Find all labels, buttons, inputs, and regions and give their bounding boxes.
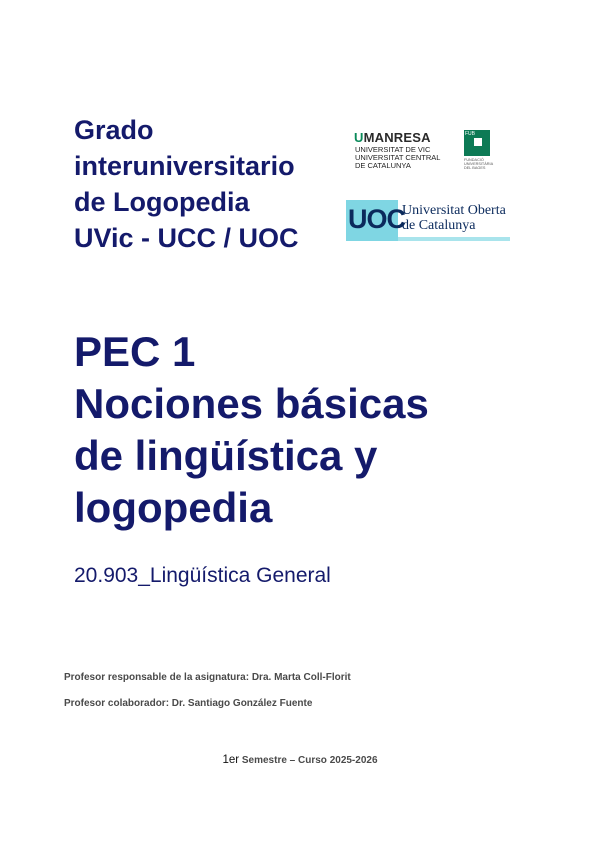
umanresa-logo-subtitle: UNIVERSITAT DE VIC UNIVERSITAT CENTRAL DE CATALUNYA xyxy=(355,145,441,170)
program-line: de Logopedia xyxy=(74,187,250,217)
umanresa-logo xyxy=(354,130,494,175)
fub-badge-icon: FUB FUNDACIÓ UNIVERSITÀRIA DEL BAGES xyxy=(464,131,494,171)
program-line: Grado xyxy=(74,115,154,145)
uoc-logo-text: Universitat Oberta de Catalunya xyxy=(402,203,506,233)
title-line: Nociones básicas xyxy=(74,380,429,427)
umanresa-logo-title: UMANRESA xyxy=(354,130,431,145)
title-line: logopedia xyxy=(74,484,273,531)
responsible-professor: Profesor responsable de la asignatura: Dra. Marta Coll-Florit xyxy=(64,672,351,683)
document-title xyxy=(74,326,574,534)
program-line: interuniversitario xyxy=(74,151,295,181)
course-code: 20.903_Lingüística General xyxy=(74,564,331,587)
title-line: de lingüística y xyxy=(74,432,378,479)
uoc-logo-mark: UOC xyxy=(348,204,405,234)
collaborating-professor: Profesor colaborador: Dr. Santiago González Fuente xyxy=(64,698,313,709)
program-line: UVic - UCC / UOC xyxy=(74,223,299,253)
program-heading xyxy=(74,112,344,256)
title-line: PEC 1 xyxy=(74,328,196,375)
uoc-logo xyxy=(346,200,510,243)
semester-line: 1er Semestre – Curso 2025-2026 xyxy=(222,754,378,766)
